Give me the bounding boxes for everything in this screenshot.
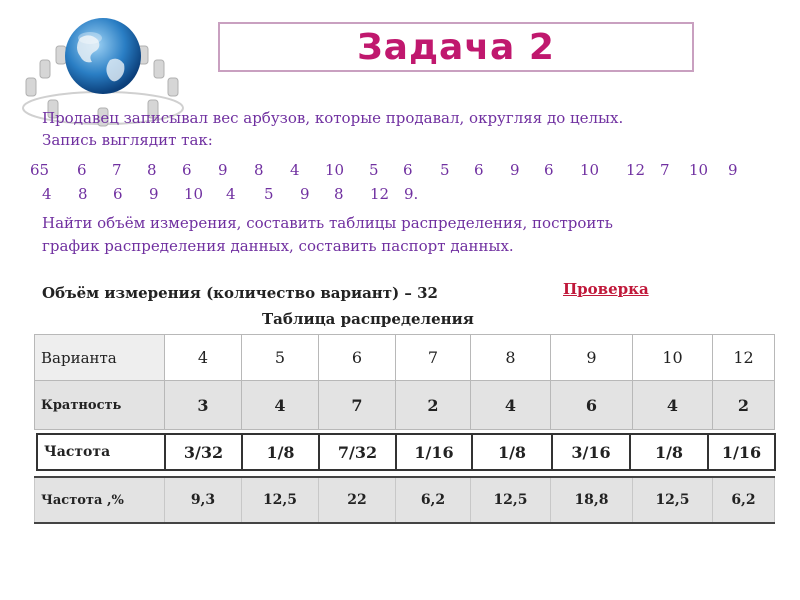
number: 10 [580, 161, 600, 179]
number: 10 [689, 161, 709, 179]
table-cell: 5 [242, 335, 319, 381]
number: 7 [112, 161, 122, 179]
number: 6 [182, 161, 192, 179]
number: 6 [403, 161, 413, 179]
table-cell: 1/16 [708, 434, 775, 470]
table-cell: 3 [165, 381, 242, 430]
row-header: Частота ,% [35, 477, 165, 523]
table-row-multiplicity [35, 381, 775, 430]
check-link[interactable]: Проверка [563, 280, 649, 298]
table-cell: 8 [471, 335, 551, 381]
number: 4 [226, 185, 236, 203]
row-header: Кратность [35, 381, 165, 430]
table-cell: 22 [319, 477, 396, 523]
number: 7 [660, 161, 670, 179]
table-cell: 4 [471, 381, 551, 430]
volume-statement: Объём измерения (количество вариант) – 32 [42, 284, 438, 302]
table-cell: 2 [713, 381, 775, 430]
table-row-variants [35, 335, 775, 381]
table-cell: 18,8 [551, 477, 633, 523]
table-cell: 1/8 [472, 434, 552, 470]
task-line-1: Найти объём измерения, составить таблицы распределения, построить [42, 214, 613, 232]
number: 5 [369, 161, 379, 179]
distribution-table [34, 334, 775, 430]
number: 6 [544, 161, 554, 179]
table-cell: 9,3 [165, 477, 242, 523]
table-cell: 9 [551, 335, 633, 381]
table-cell: 12 [713, 335, 775, 381]
table-cell: 6 [319, 335, 396, 381]
title-box [218, 22, 694, 72]
number: 5 [440, 161, 450, 179]
number: 8 [254, 161, 264, 179]
frequency-table [36, 433, 776, 471]
number: 9 [149, 185, 159, 203]
table-title: Таблица распределения [262, 310, 474, 328]
table-cell: 4 [633, 381, 713, 430]
table-cell: 6,2 [396, 477, 471, 523]
number: 8 [78, 185, 88, 203]
number: 9 [218, 161, 228, 179]
number: 8 [334, 185, 344, 203]
number: 4 [290, 161, 300, 179]
number: 12 [626, 161, 646, 179]
task-line-2: график распределения данных, составить паспорт данных. [42, 237, 514, 255]
number: 8 [147, 161, 157, 179]
table-cell: 12,5 [242, 477, 319, 523]
table-cell: 7 [396, 335, 471, 381]
number: 4 [42, 185, 52, 203]
table-cell: 10 [633, 335, 713, 381]
table-cell: 1/8 [242, 434, 319, 470]
number: 10 [325, 161, 345, 179]
number: 5 [264, 185, 274, 203]
slide-title: Задача 2 [357, 26, 555, 68]
frequency-percent-table [34, 476, 775, 524]
table-cell: 3/16 [552, 434, 630, 470]
number: 6 [113, 185, 123, 203]
table-cell: 7 [319, 381, 396, 430]
numbers-row-2 [0, 185, 800, 205]
number: 12 [370, 185, 390, 203]
number: 9 [510, 161, 520, 179]
number: 9 [728, 161, 738, 179]
number: 9 [300, 185, 310, 203]
number: 10 [184, 185, 204, 203]
table-cell: 2 [396, 381, 471, 430]
table-cell: 4 [165, 335, 242, 381]
table-cell: 6 [551, 381, 633, 430]
table-cell: 3/32 [165, 434, 242, 470]
row-header: Частота [37, 434, 165, 470]
table-row-frequency [37, 434, 775, 470]
number: 9. [404, 185, 419, 203]
table-cell: 7/32 [319, 434, 396, 470]
table-cell: 1/8 [630, 434, 708, 470]
table-row-frequency-percent [35, 477, 775, 523]
number: 65 [30, 161, 50, 179]
number: 6 [474, 161, 484, 179]
table-cell: 12,5 [471, 477, 551, 523]
number: 6 [77, 161, 87, 179]
table-cell: 1/16 [396, 434, 472, 470]
intro-line-2: Запись выглядит так: [42, 131, 213, 149]
numbers-row-1 [0, 161, 800, 181]
table-cell: 6,2 [713, 477, 775, 523]
intro-line-1: Продавец записывал вес арбузов, которые продавал, округляя до целых. [42, 109, 624, 127]
row-header: Варианта [35, 335, 165, 381]
table-cell: 4 [242, 381, 319, 430]
table-cell: 12,5 [633, 477, 713, 523]
